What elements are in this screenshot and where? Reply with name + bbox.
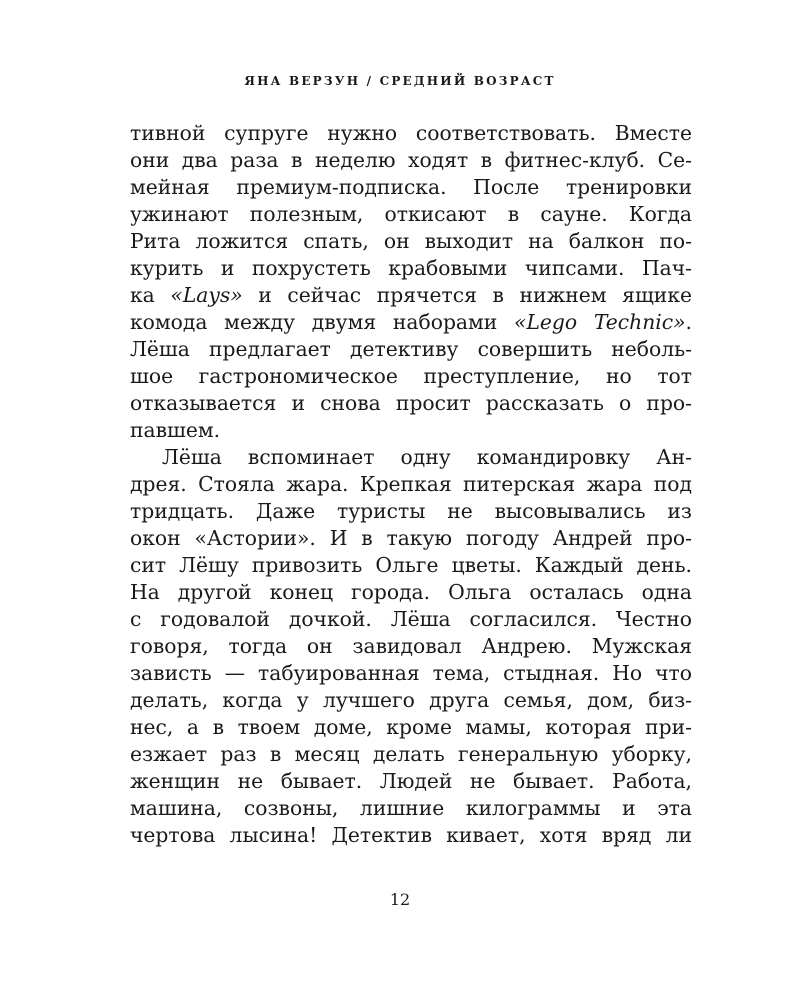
text-line: сит Лёшу привозить Ольге цветы. Каждый день. (130, 553, 692, 577)
text-line: с годовалой дочкой. Лёша согласился. Честно (130, 607, 692, 631)
text-fragment: и сейчас прячется в нижнем ящике (242, 283, 692, 307)
page-number: 12 (389, 890, 411, 909)
paragraph-1 (130, 120, 692, 444)
text-line: они два раза в неделю ходят в фитнес-клуб. Се- (130, 148, 692, 172)
text-line: тридцать. Даже туристы не высовывались из (130, 499, 692, 523)
text-line (130, 309, 692, 336)
paragraph-2 (130, 444, 692, 849)
text-line: Лёша предлагает детективу совершить неболь- (130, 337, 692, 361)
text-line: Лёша вспоминает одну командировку Ан- (162, 445, 692, 469)
text-fragment: ка (130, 283, 171, 307)
text-line: окон «Астории». И в такую погоду Андрей про- (130, 526, 692, 550)
text-fragment: . (685, 310, 692, 334)
text-line: говоря, тогда он завидовал Андрею. Мужская (130, 634, 692, 658)
text-line: Рита ложится спать, он выходит на балкон по- (130, 229, 692, 253)
text-line (130, 282, 692, 309)
text-line: тивной супруге нужно соответствовать. Вместе (130, 121, 692, 145)
text-line: нес, а в твоем доме, кроме мамы, которая при- (130, 715, 692, 739)
text-line: езжает раз в месяц делать генеральную уборку, (130, 742, 692, 766)
brand-name-lays: «Lays» (170, 283, 243, 307)
text-line: дрея. Стояла жара. Крепкая питерская жара под (130, 472, 692, 496)
text-line: отказывается и снова просит рассказать о про- (130, 391, 692, 415)
text-fragment: комода между двумя наборами (130, 310, 515, 334)
text-line: ужинают полезным, откисают в сауне. Когда (130, 202, 692, 226)
text-line: На другой конец города. Ольга осталась одна (130, 580, 692, 604)
brand-name-lego-technic: «Lego Technic» (514, 310, 686, 334)
text-line: шое гастрономическое преступление, но тот (130, 364, 692, 388)
text-line: чертова лысина! Детектив кивает, хотя вряд ли (130, 823, 692, 847)
text-line: делать, когда у лучшего друга семья, дом, биз- (130, 688, 692, 712)
text-line: зависть — табуированная тема, стыдная. Но что (130, 661, 692, 685)
text-line: курить и похрустеть крабовыми чипсами. Пач- (130, 256, 692, 280)
text-line: мейная премиум-подписка. После тренировки (130, 175, 692, 199)
text-line: машина, созвоны, лишние килограммы и эта (130, 796, 692, 820)
text-line: павшем. (130, 418, 221, 442)
body-text (130, 120, 692, 849)
text-line: женщин не бывает. Людей не бывает. Работа, (130, 769, 692, 793)
running-head: ЯНА ВЕРЗУН / СРЕДНИЙ ВОЗРАСТ (244, 74, 556, 88)
